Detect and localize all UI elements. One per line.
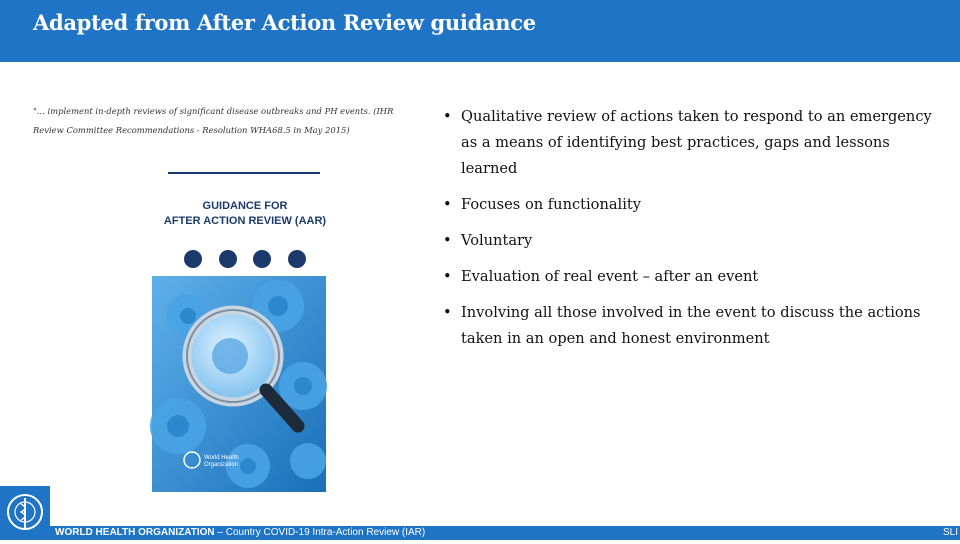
footer-text: [55, 527, 425, 538]
quote-text: "... implement in-depth reviews of significant disease outbreaks and PH events. (IHR Review Committee Recommendations - Resolution WHA68.5 in May 2015): [33, 106, 394, 135]
cover-rule: [168, 172, 320, 174]
slide-number-label: SLI: [942, 527, 958, 538]
footer-subtitle: – Country COVID-19 Intra-Action Review (IAR): [214, 527, 426, 538]
bullet-dot: •: [443, 108, 452, 125]
bullet-text: Evaluation of real event – after an event: [461, 268, 759, 285]
bullet-dot: •: [443, 232, 452, 249]
bullet-list: [440, 104, 940, 362]
who-emblem-icon: [0, 486, 50, 540]
bullet-dot: •: [443, 268, 452, 285]
bullet-text: Involving all those involved in the event to discuss the actions taken in an open and honest environment: [461, 304, 921, 347]
gears-magnifier-art: [128, 276, 350, 492]
bullet-item: [440, 264, 940, 290]
cover-icon-row: [184, 250, 306, 270]
who-cover-label2: Organization: [204, 462, 239, 468]
cover-heading-line2: AFTER ACTION REVIEW (AAR): [163, 215, 327, 227]
bullet-item: [440, 192, 940, 218]
bullet-dot: •: [443, 304, 452, 321]
bullet-item: [440, 300, 940, 352]
group-icon: [288, 250, 306, 268]
who-cover-label1: World Health: [204, 455, 239, 461]
bullet-text: Qualitative review of actions taken to respond to an emergency as a means of identifying best practices, gaps and lessons learned: [461, 108, 932, 177]
eyeglasses-icon: [253, 250, 271, 268]
guidance-cover-image: [152, 160, 338, 486]
globe-icon: [184, 250, 202, 268]
bullet-item: [440, 228, 940, 254]
gears-art-svg: [128, 276, 350, 492]
bullet-text: Voluntary: [461, 232, 533, 249]
cover-heading-line1: GUIDANCE FOR: [202, 200, 288, 212]
bullet-dot: •: [443, 196, 452, 213]
bullet-text: Focuses on functionality: [461, 196, 641, 213]
bullet-item: [440, 104, 940, 182]
title-bar: [0, 0, 960, 62]
people-icon: [219, 250, 237, 268]
slide-title: Adapted from After Action Review guidance: [33, 10, 536, 35]
footer-org: WORLD HEALTH ORGANIZATION: [55, 527, 215, 538]
